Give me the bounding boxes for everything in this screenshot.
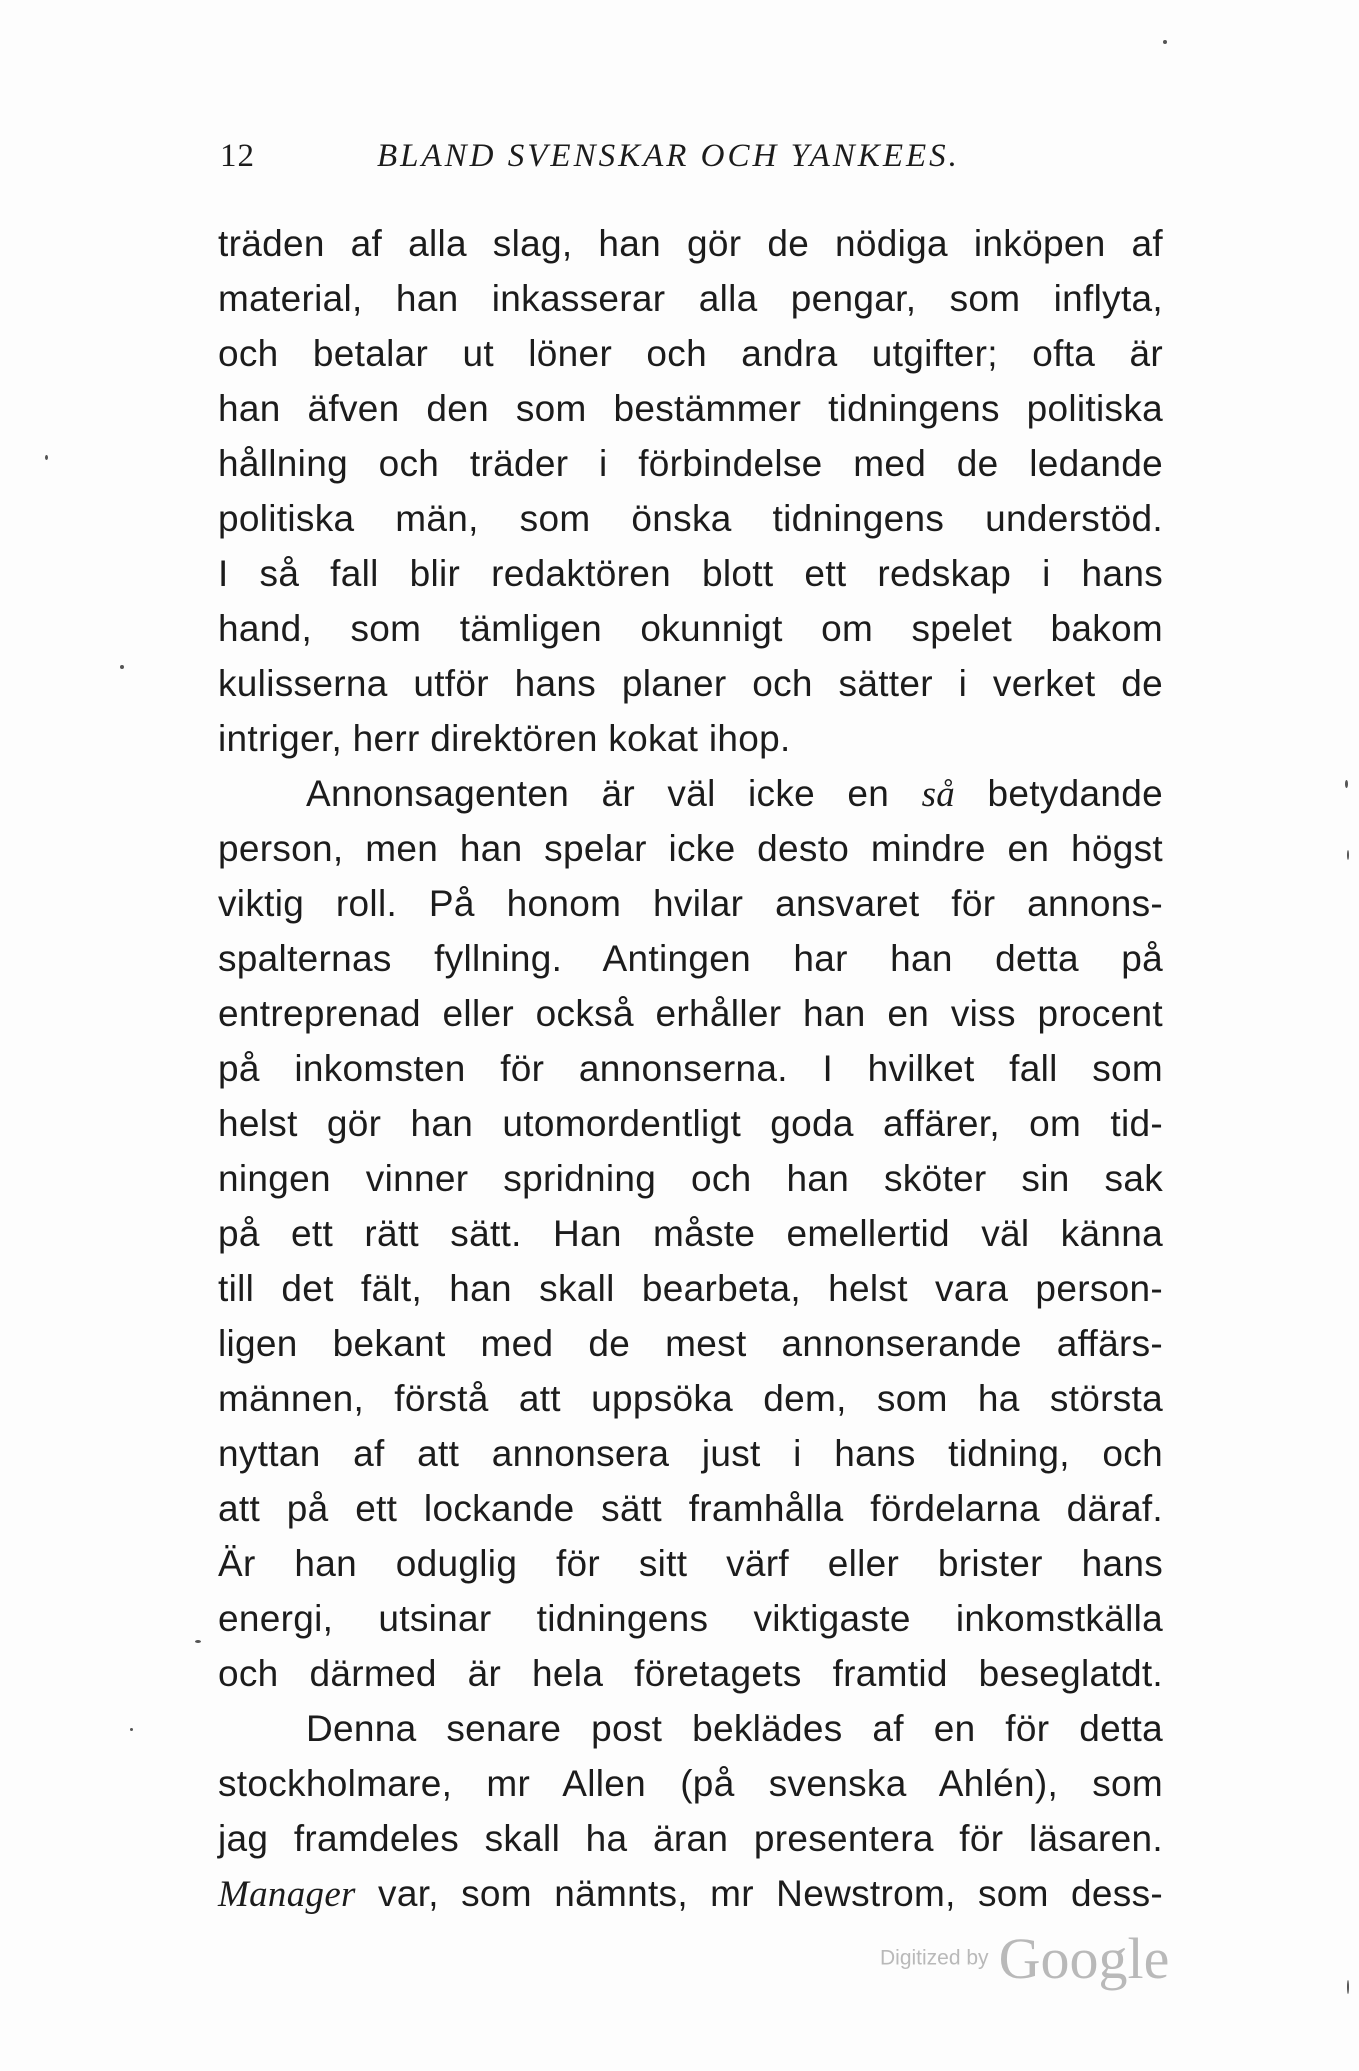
italic-text: Manager — [218, 1874, 356, 1915]
text-line — [218, 1866, 1163, 1921]
scan-speck — [1345, 780, 1348, 788]
text-run: att på ett lockande sätt framhålla fördelarna däraf. — [218, 1488, 1163, 1529]
text-line — [218, 656, 1163, 711]
text-run: hand, som tämligen okunnigt om spelet bakom — [218, 608, 1163, 649]
text-run: männen, förstå att uppsöka dem, som ha största — [218, 1378, 1163, 1419]
text-line — [218, 1536, 1163, 1591]
text-run: och betalar ut löner och andra utgifter; ofta är — [218, 333, 1163, 374]
text-run: han äfven den som bestämmer tidningens politiska — [218, 388, 1163, 429]
text-run: energi, utsinar tidningens viktigaste inkomstkälla — [218, 1598, 1163, 1639]
text-run: Är han oduglig för sitt värf eller brister hans — [218, 1543, 1163, 1584]
text-run: entreprenad eller också erhåller han en viss procent — [218, 993, 1163, 1034]
text-line — [218, 491, 1163, 546]
text-run: Denna senare post beklädes af en för detta — [306, 1708, 1163, 1749]
text-line — [218, 1481, 1163, 1536]
text-line — [218, 1096, 1163, 1151]
watermark-brand: Google — [998, 1926, 1170, 1991]
text-run: Annonsagenten är väl icke en — [306, 773, 922, 814]
text-run: nyttan af att annonsera just i hans tidning, och — [218, 1433, 1163, 1474]
text-run: jag framdeles skall ha äran presentera för läsaren. — [218, 1818, 1163, 1859]
scan-speck — [1347, 1980, 1349, 1994]
text-line — [218, 1756, 1163, 1811]
text-line — [218, 876, 1163, 931]
text-line — [218, 931, 1163, 986]
scan-speck — [120, 665, 124, 669]
text-line — [218, 711, 1163, 766]
text-line — [218, 766, 1163, 821]
text-line — [218, 1591, 1163, 1646]
scan-speck — [195, 1640, 201, 1643]
text-run: intriger, herr direktören kokat ihop. — [218, 718, 791, 759]
text-run: stockholmare, mr Allen (på svenska Ahlén), som — [218, 1763, 1163, 1804]
text-line — [218, 216, 1163, 271]
text-run: träden af alla slag, han gör de nödiga inköpen af — [218, 223, 1163, 264]
text-run: var, som nämnts, mr Newstrom, som dess- — [355, 1873, 1163, 1914]
watermark-prefix: Digitized by — [880, 1946, 989, 1970]
text-run: på ett rätt sätt. Han måste emellertid väl känna — [218, 1213, 1163, 1254]
body-text — [218, 216, 1163, 1921]
text-line — [218, 1041, 1163, 1096]
text-line — [218, 1261, 1163, 1316]
text-run: material, han inkasserar alla pengar, som inflyta, — [218, 278, 1163, 319]
text-line — [218, 546, 1163, 601]
text-line — [218, 381, 1163, 436]
scan-speck — [1163, 40, 1167, 44]
text-run: politiska män, som önska tidningens understöd. — [218, 498, 1163, 539]
text-run: och därmed är hela företagets framtid beseglatdt. — [218, 1653, 1163, 1694]
text-run: kulisserna utför hans planer och sätter i verket de — [218, 663, 1163, 704]
text-run: ningen vinner spridning och han sköter sin sak — [218, 1158, 1163, 1199]
text-line — [218, 1811, 1163, 1866]
running-head: BLAND SVENSKAR OCH YANKEES. — [377, 138, 960, 174]
text-run: helst gör han utomordentligt goda affärer, om tid- — [218, 1103, 1163, 1144]
text-line — [218, 1371, 1163, 1426]
page-header — [220, 138, 1170, 178]
text-run: viktig roll. På honom hvilar ansvaret för annons- — [218, 883, 1163, 924]
scan-speck — [130, 1728, 133, 1731]
text-line — [218, 436, 1163, 491]
text-line — [218, 986, 1163, 1041]
text-run: spalternas fyllning. Antingen har han detta på — [218, 938, 1163, 979]
text-line — [218, 1206, 1163, 1261]
text-line — [218, 601, 1163, 656]
italic-text: så — [921, 774, 956, 815]
text-line — [218, 1316, 1163, 1371]
text-run: person, men han spelar icke desto mindre en högst — [218, 828, 1163, 869]
text-line — [218, 1701, 1163, 1756]
digitized-watermark — [880, 1925, 1169, 1992]
text-line — [218, 1646, 1163, 1701]
text-line — [218, 1426, 1163, 1481]
scan-speck — [45, 455, 48, 460]
text-line — [218, 821, 1163, 876]
text-line — [218, 326, 1163, 381]
text-run: ligen bekant med de mest annonserande affärs- — [218, 1323, 1163, 1364]
text-run: till det fält, han skall bearbeta, helst vara person- — [218, 1268, 1163, 1309]
text-line — [218, 1151, 1163, 1206]
text-run: I så fall blir redaktören blott ett redskap i hans — [218, 553, 1163, 594]
scan-speck — [1347, 850, 1349, 860]
text-run: på inkomsten för annonserna. I hvilket fall som — [218, 1048, 1163, 1089]
text-line — [218, 271, 1163, 326]
page-number: 12 — [220, 138, 255, 174]
text-run: betydande — [955, 773, 1163, 814]
text-run: hållning och träder i förbindelse med de ledande — [218, 443, 1163, 484]
